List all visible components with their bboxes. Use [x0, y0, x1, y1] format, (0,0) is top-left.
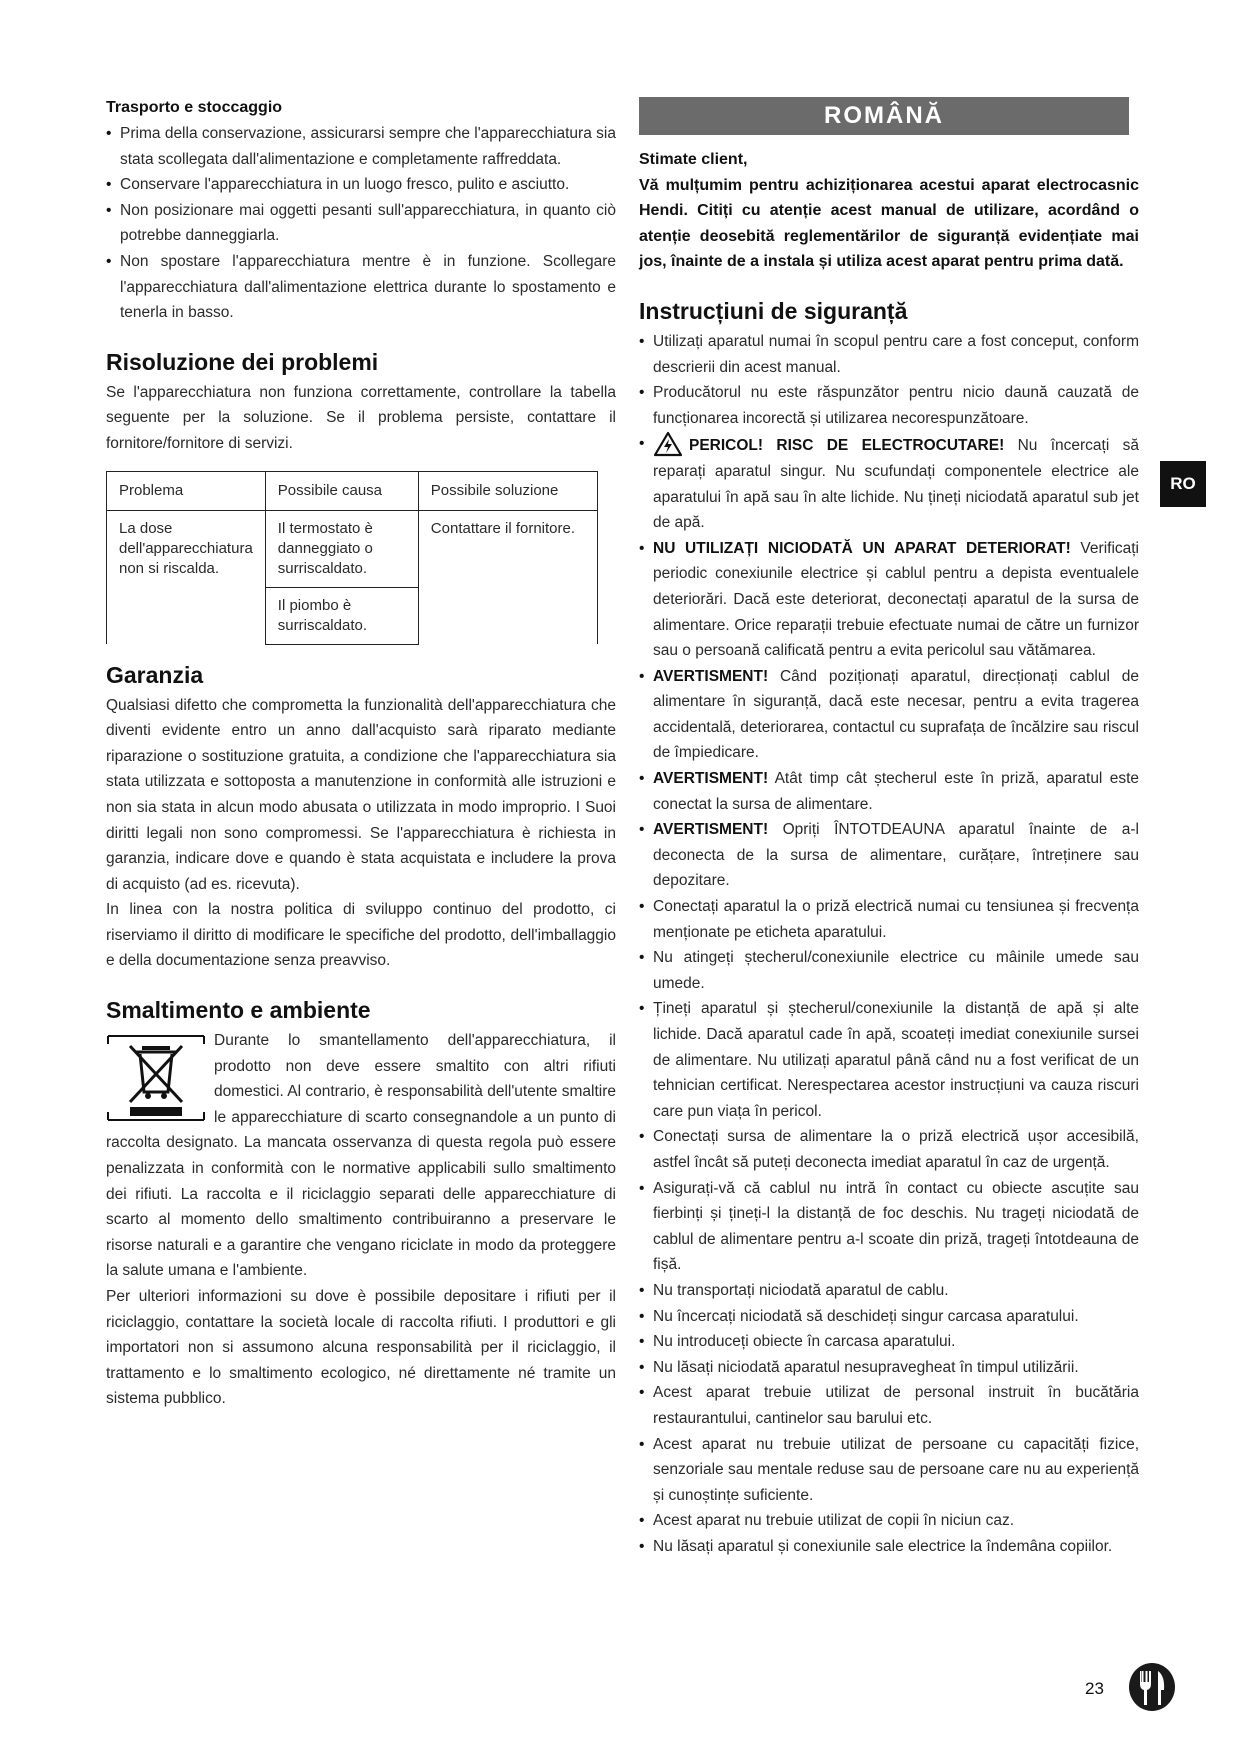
list-item: • Asigurați-vă că cablul nu intră în contact cu obiecte ascuțite sau fierbinți și țineți-l la distanță de foc deschis. Nu trageți niciodată de cablul de alimentare pentru a-l scoate din priză, trageți întotdeauna de fișă. — [639, 1176, 1139, 1278]
list-item-text: Când poziționați aparatul, direcționați cablul de alimentare în siguranță, dacă este necesar, pentru a evita tragerea accidentală, deteriorarea, contactul cu suprafața de încălzire sau riscul de împiedicare. — [653, 667, 1139, 762]
safety-heading: Instrucțiuni de siguranță — [639, 297, 908, 324]
list-item-text: Opriți ÎNTOTDEAUNA aparatul înainte de a-l deconecta de la sursa de alimentare, curățare, întreținere sau depozitare. — [653, 821, 1139, 890]
warranty-paragraph: Qualsiasi difetto che comprometta la funzionalità dell'apparecchiatura che diventi evidente entro un anno dall'acquisto sarà riparato mediante riparazione o sostituzione gratuita, a condizione che l'apparecchiatura sia stata utilizzata e sottoposta a manutenzione in conformità alle istruzioni e non sia stata in alcun modo abusata o utilizzata in modo improprio. I Suoi diritti legali non sono compromessi. Se l'apparecchiatura è richiesta in garanzia, indicare dove e quando è stata acquistata e includere la prova di acquisto (ad es. ricevuta). — [106, 696, 616, 893]
troubleshooting-table — [106, 471, 598, 645]
table-header-solution: Possibile soluzione — [418, 471, 597, 510]
warning-label: AVERTISMENT! — [653, 667, 769, 685]
language-banner: ROMÂNĂ — [639, 97, 1129, 135]
disposal-paragraph: Per ulteriori informazioni su dove è possibile depositare i rifiuti per il riciclaggio, contattare la società locale di raccolta rifiuti. I produttori e gli importatori non si assumono alcuna responsabilità per il riciclaggio, il trattamento e lo smaltimento ecologico, né direttamente né tramite un sistema pubblico. — [106, 1288, 616, 1408]
right-column — [639, 97, 1139, 1559]
list-item: • Conservare l'apparecchiatura in un luogo fresco, pulito e asciutto. — [106, 172, 616, 198]
list-item: • Nu atingeți ștecherul/conexiunile electrice cu mâinile umede sau umede. — [639, 945, 1139, 996]
disposal-heading: Smaltimento e ambiente — [106, 997, 371, 1024]
list-item: • Acest aparat trebuie utilizat de personal instruit în bucătăria restaurantului, cantinelor sau barului etc. — [639, 1380, 1139, 1431]
warning-label: AVERTISMENT! — [653, 821, 769, 839]
list-item: • Țineți aparatul și ștecherul/conexiunile la distanță de apă și alte lichide. Dacă aparatul cade în apă, scoateți imediat conexiunile sursei de alimentare. Nu utilizați aparatul până când nu a fost verificat de un tehnician certificat. Nerespectarea acestor instrucțiuni va cauza riscuri care pun viața în pericol. — [639, 996, 1139, 1124]
transport-heading: Trasporto e stoccaggio — [106, 99, 283, 116]
greeting: Stimate client, — [639, 151, 748, 168]
transport-list — [106, 121, 616, 326]
warranty-heading: Garanzia — [106, 661, 204, 688]
list-item: • Nu introduceți obiecte în carcasa aparatului. — [639, 1329, 1139, 1355]
warranty-paragraph: In linea con la nostra politica di sviluppo continuo del prodotto, ci riserviamo il diritto di modificare le specifiche del prodotto, dell'imballaggio e della documentazione senza preavviso. — [106, 901, 616, 970]
list-item: • Conectați sursa de alimentare la o priză electrică ușor accesibilă, astfel încât să puteți deconecta imediat aparatul în caz de urgență. — [639, 1124, 1139, 1175]
list-item: • Nu lăsați niciodată aparatul nesupravegheat în timpul utilizării. — [639, 1355, 1139, 1381]
left-column — [106, 97, 616, 1412]
warning-label: PERICOL! RISC DE ELECTROCUTARE! — [689, 437, 1005, 455]
troubleshooting-heading: Risoluzione dei problemi — [106, 348, 379, 375]
warning-label: AVERTISMENT! — [653, 770, 769, 788]
list-item — [639, 817, 1139, 894]
intro-paragraph: Vă mulțumim pentru achiziționarea acestui aparat electrocasnic Hendi. Citiți cu atenție acest manual de utilizare, acordând o atenție deosebită reglementărilor de siguranță evidențiate mai jos, înainte de a instala și utiliza acest aparat pentru prima dată. — [639, 176, 1139, 271]
table-cell-cause: Il piombo è surriscaldato. — [265, 587, 418, 644]
list-item — [639, 664, 1139, 766]
list-item: • Nu încercați niciodată să deschideți singur carcasa aparatului. — [639, 1304, 1139, 1330]
list-item: • Non posizionare mai oggetti pesanti sull'apparecchiatura, in quanto ciò potrebbe danneggiarla. — [106, 198, 616, 249]
list-item-text: Nu încercați să reparați aparatul singur. Nu scufundați componentele electrice ale aparatului în apă sau în alte lichide. Nu țineți niciodată aparatul sub jet de apă. — [653, 437, 1139, 532]
list-item: • Nu lăsați aparatul și conexiunile sale electrice la îndemâna copiilor. — [639, 1534, 1139, 1560]
disposal-section — [106, 1028, 616, 1412]
table-cell-cause: Il termostato è danneggiato o surriscaldato. — [265, 510, 418, 587]
cutlery-logo-icon — [1128, 1662, 1176, 1712]
list-item: • Nu transportați niciodată aparatul de cablu. — [639, 1278, 1139, 1304]
list-item — [639, 536, 1139, 664]
list-item: • Non spostare l'apparecchiatura mentre è in funzione. Scollegare l'apparecchiatura dall'alimentazione elettrica durante lo spostamento e tenerla in basso. — [106, 249, 616, 326]
warning-label: NU UTILIZAȚI NICIODATĂ UN APARAT DETERIORAT! — [653, 539, 1071, 557]
troubleshooting-intro: Se l'apparecchiatura non funziona correttamente, controllare la tabella seguente per la soluzione. Se il problema persiste, contattare il fornitore/fornitore di servizi. — [106, 383, 616, 452]
list-item — [639, 431, 1139, 535]
table-header-cause: Possibile causa — [265, 471, 418, 510]
list-item — [639, 766, 1139, 817]
list-item-text: Verificați periodic conexiunile electrice și cablul pentru a depista eventualele deteriorări. Dacă este deteriorat, deconectați aparatul de la sursa de alimentare. Orice reparații trebuie efectuate numai de către un furnizor sau o persoană calificată pentru a evita pericolul sau vătămarea. — [653, 539, 1140, 660]
page-number: 23 — [1085, 1679, 1104, 1698]
list-item-text: Atât timp cât ștecherul este în priză, aparatul este conectat la sursa de alimentare. — [653, 770, 1139, 813]
safety-list — [639, 329, 1139, 1560]
disposal-paragraph: Durante lo smantellamento dell'apparecchiatura, il prodotto non deve essere smaltito con altri rifiuti domestici. Al contrario, è responsabilità dell'utente smaltire le apparecchiature di scarto consegnandole a un punto di raccolta designato. La mancata osservanza di questa regola può essere penalizzata in conformità con le normative applicabili sullo smaltimento dei rifiuti. La raccolta e il riciclaggio separati delle apparecchiature di scarto al momento dello smaltimento contribuiranno a preservare le risorse naturali e a garantire che vengano riciclate in modo da proteggere la salute umana e l'ambiente. — [106, 1032, 616, 1280]
list-item: • Prima della conservazione, assicurarsi sempre che l'apparecchiatura sia stata scollegata dall'alimentazione e completamente raffreddata. — [106, 121, 616, 172]
list-item: • Utilizați aparatul numai în scopul pentru care a fost conceput, conform descrierii din acest manual. — [639, 329, 1139, 380]
list-item: • Acest aparat nu trebuie utilizat de persoane cu capacități fizice, senzoriale sau mentale reduse sau de persoane care nu au experiență și cunoștințe suficiente. — [639, 1432, 1139, 1509]
table-header-problem: Problema — [107, 471, 266, 510]
weee-bin-icon — [106, 1032, 206, 1124]
list-item: • Acest aparat nu trebuie utilizat de copii în niciun caz. — [639, 1508, 1139, 1534]
language-side-tab: RO — [1160, 461, 1206, 507]
list-item: • Producătorul nu este răspunzător pentru nicio daună cauzată de funcționarea incorectă și utilizarea necorespunzătoare. — [639, 380, 1139, 431]
electric-hazard-icon — [653, 431, 683, 457]
table-cell-solution: Contattare il fornitore. — [418, 510, 597, 644]
table-cell-problem: La dose dell'apparecchiatura non si riscalda. — [107, 510, 266, 644]
list-item: • Conectați aparatul la o priză electrică numai cu tensiunea și frecvența menționate pe eticheta aparatului. — [639, 894, 1139, 945]
